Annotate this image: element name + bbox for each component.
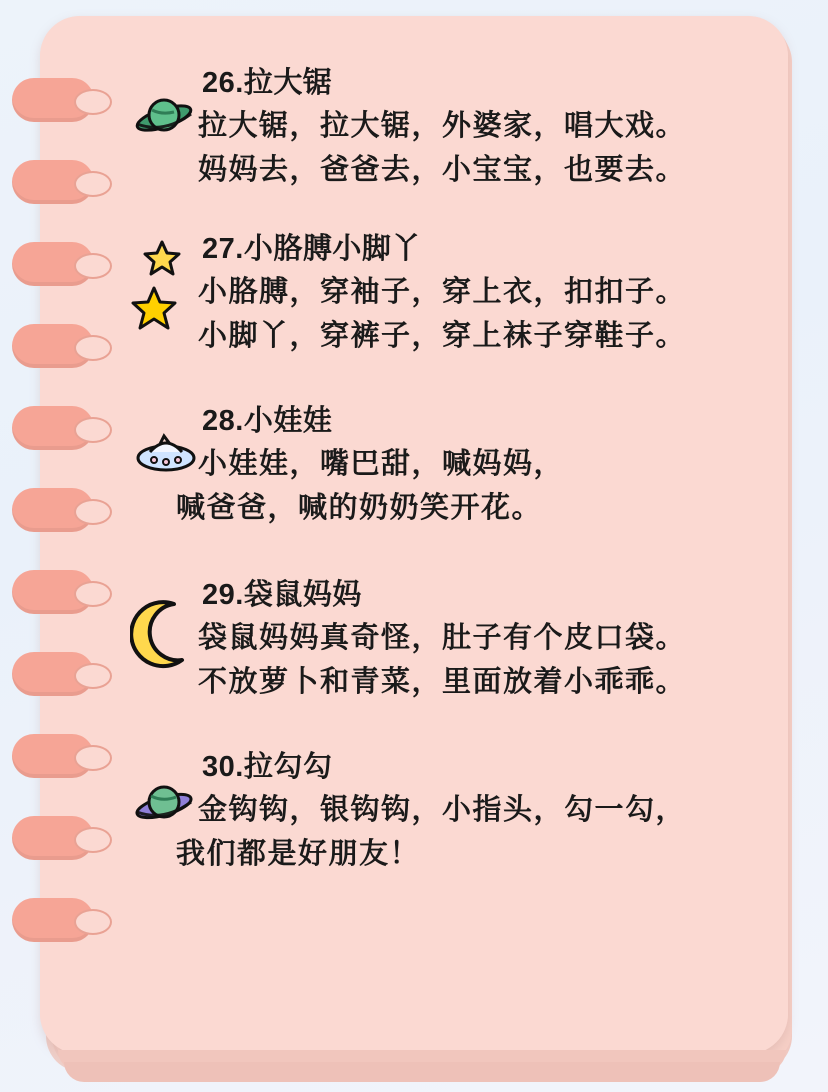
- spiral-ring-icon: [12, 324, 116, 370]
- two-stars-yellow-icon: [130, 236, 200, 296]
- entry-title: 26.拉大锯: [202, 67, 333, 99]
- entry-line: 拉大锯，拉大锯，外婆家，唱大戏。: [198, 110, 687, 142]
- list-item: [130, 744, 730, 876]
- spiral-ring-icon: [12, 816, 116, 862]
- spiral-ring-icon: [12, 242, 116, 288]
- entry-title: 29.袋鼠妈妈: [202, 579, 362, 611]
- entry-line: 小娃娃，嘴巴甜，喊妈妈，: [198, 448, 565, 480]
- spiral-ring-icon: [12, 652, 116, 698]
- list-item: [130, 398, 730, 530]
- entry-title: 30.拉勾勾: [202, 751, 333, 783]
- entry-line: 不放萝卜和青菜，里面放着小乖乖。: [198, 665, 687, 698]
- entry-line: 小胳膊，穿袖子，穿上衣，扣扣子。: [198, 276, 687, 308]
- list-item: [130, 226, 730, 358]
- saturn-planet-purple-icon: [130, 774, 200, 834]
- spiral-binding: [12, 78, 122, 978]
- spiral-ring-icon: [12, 78, 116, 124]
- entry-line: 金钩钩，银钩钩，小指头，勾一勾，: [198, 794, 687, 826]
- entry-line: 袋鼠妈妈真奇怪，肚子有个皮口袋。: [198, 622, 687, 654]
- rhyme-list: [130, 60, 730, 1000]
- entry-line: 我们都是好朋友！: [176, 837, 421, 870]
- list-item: [130, 572, 730, 704]
- spiral-ring-icon: [12, 160, 116, 206]
- saturn-planet-green-icon: [130, 88, 200, 148]
- crescent-moon-icon: [130, 598, 200, 658]
- entry-line: 妈妈去，爸爸去，小宝宝，也要去。: [198, 153, 687, 186]
- list-item: [130, 60, 730, 192]
- spiral-ring-icon: [12, 488, 116, 534]
- entry-line: 喊爸爸，喊的奶奶笑开花。: [176, 491, 543, 524]
- entry-title: 28.小娃娃: [202, 405, 333, 437]
- entry-title: 27.小胳膊小脚丫: [202, 233, 421, 265]
- page-edge-2: [64, 1062, 780, 1082]
- spiral-ring-icon: [12, 406, 116, 452]
- spiral-ring-icon: [12, 898, 116, 944]
- ufo-saucer-icon: [130, 428, 200, 488]
- entry-line: 小脚丫，穿裤子，穿上袜子穿鞋子。: [198, 319, 687, 352]
- spiral-ring-icon: [12, 570, 116, 616]
- spiral-ring-icon: [12, 734, 116, 780]
